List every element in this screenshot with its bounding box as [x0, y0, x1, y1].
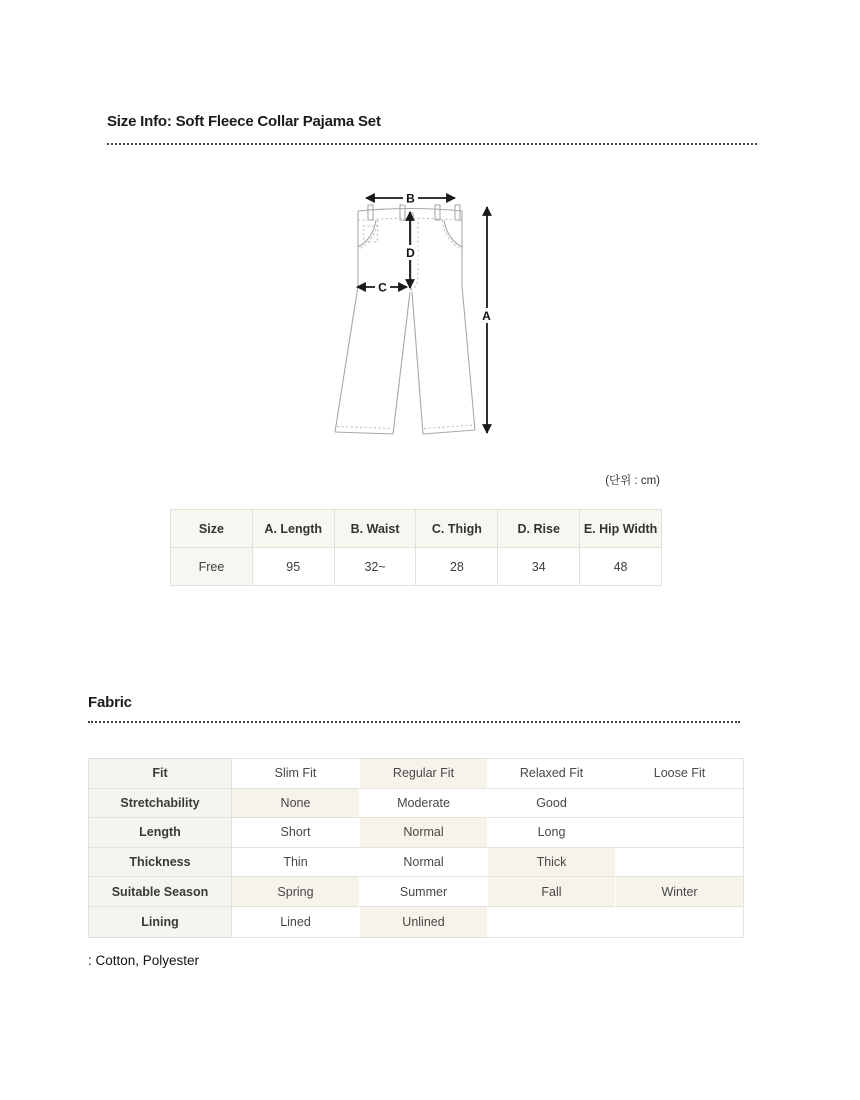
size-table-row — [171, 548, 662, 586]
belt-loop — [368, 205, 373, 220]
size-value-cell: 28 — [416, 548, 498, 586]
fabric-option: Thin — [232, 848, 360, 878]
dotted-divider — [107, 143, 757, 145]
pants-outline — [335, 205, 475, 434]
fabric-row-fit — [89, 759, 743, 789]
size-table-header: B. Waist — [334, 510, 416, 548]
diagram-label-thigh: C — [378, 280, 387, 295]
fabric-option-selected: Thick — [488, 848, 616, 878]
fabric-option — [488, 907, 616, 937]
size-table-header: C. Thigh — [416, 510, 498, 548]
fabric-row-label: Length — [89, 818, 232, 848]
size-value-cell: 95 — [252, 548, 334, 586]
size-value-cell: 34 — [498, 548, 580, 586]
fabric-option: Short — [232, 818, 360, 848]
fabric-option-selected: None — [232, 789, 360, 819]
fabric-table — [88, 758, 744, 938]
size-table — [170, 509, 662, 586]
size-value-cell: 32~ — [334, 548, 416, 586]
belt-loop — [455, 205, 460, 220]
material-note: : Cotton, Polyester — [88, 953, 200, 968]
fabric-option: Slim Fit — [232, 759, 360, 789]
pants-measurement-diagram — [330, 189, 502, 447]
fabric-option — [616, 818, 743, 848]
size-table-header-row — [171, 510, 662, 548]
fabric-option-selected: Spring — [232, 877, 360, 907]
size-value-cell: 48 — [580, 548, 662, 586]
diagram-label-waist: B — [406, 191, 415, 206]
size-section-title: Size Info: Soft Fleece Collar Pajama Set — [107, 113, 381, 130]
fabric-option: Moderate — [360, 789, 488, 819]
fabric-option-selected: Unlined — [360, 907, 488, 937]
fabric-row-label: Fit — [89, 759, 232, 789]
fabric-section-title: Fabric — [88, 694, 132, 711]
fabric-option: Loose Fit — [616, 759, 743, 789]
fabric-option: Relaxed Fit — [488, 759, 616, 789]
fabric-option-selected: Fall — [488, 877, 616, 907]
fabric-option — [616, 789, 743, 819]
fabric-option: Good — [488, 789, 616, 819]
fabric-option: Long — [488, 818, 616, 848]
fabric-row-suitable-season — [89, 877, 743, 907]
fabric-option-selected: Regular Fit — [360, 759, 488, 789]
fabric-row-label: Stretchability — [89, 789, 232, 819]
fabric-option-selected: Normal — [360, 818, 488, 848]
size-name-cell: Free — [171, 548, 253, 586]
size-table-header: Size — [171, 510, 253, 548]
fabric-row-lining — [89, 907, 743, 937]
fabric-option: Lined — [232, 907, 360, 937]
diagram-label-rise: D — [406, 246, 415, 260]
fabric-row-label: Thickness — [89, 848, 232, 878]
fabric-row-label: Lining — [89, 907, 232, 937]
belt-loop — [400, 205, 405, 220]
unit-note: (단위 : cm) — [605, 475, 660, 487]
belt-loop — [435, 205, 440, 220]
fabric-row-length — [89, 818, 743, 848]
diagram-label-length: A — [482, 309, 491, 323]
fabric-option — [616, 848, 743, 878]
fabric-row-stretchability — [89, 789, 743, 819]
size-table-header: D. Rise — [498, 510, 580, 548]
pants-diagram-svg — [330, 189, 502, 447]
size-table-header: E. Hip Width — [580, 510, 662, 548]
coin-pocket — [363, 226, 378, 242]
fabric-row-thickness — [89, 848, 743, 878]
dotted-divider — [88, 721, 740, 723]
fabric-option — [616, 907, 743, 937]
fabric-row-label: Suitable Season — [89, 877, 232, 907]
fabric-option: Normal — [360, 848, 488, 878]
size-table-header: A. Length — [252, 510, 334, 548]
fabric-option-selected: Winter — [616, 877, 743, 907]
fabric-option: Summer — [360, 877, 488, 907]
